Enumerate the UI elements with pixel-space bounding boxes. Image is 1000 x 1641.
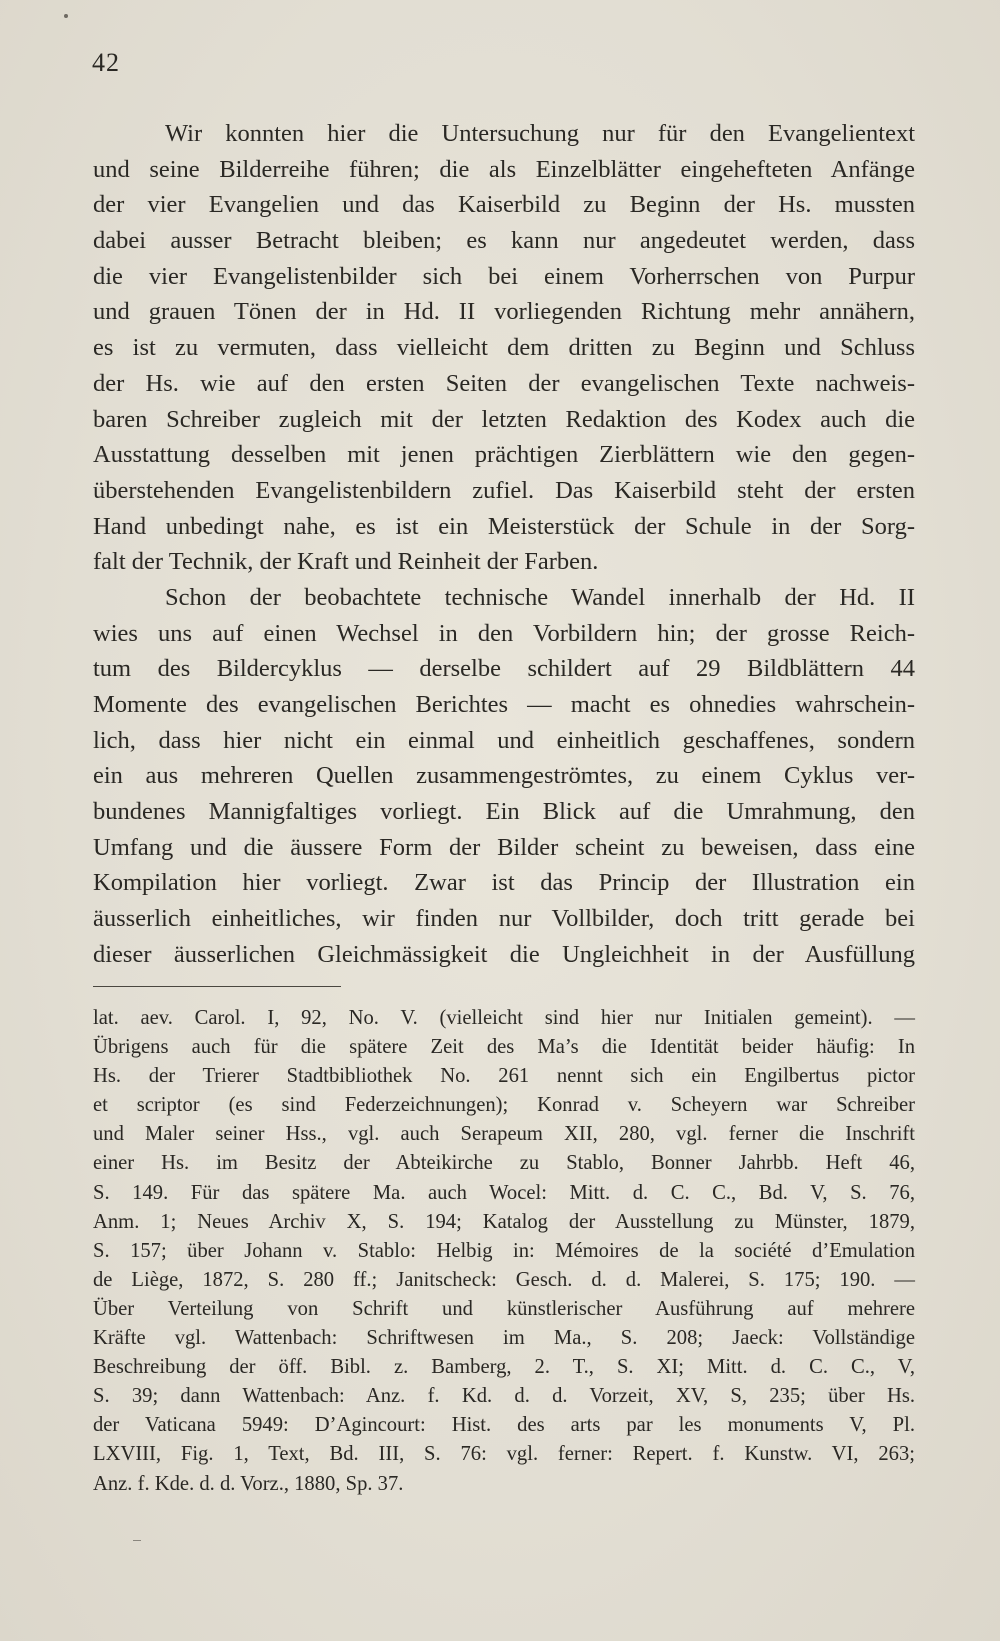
footnote-line: S. 39; dann Wattenbach: Anz. f. Kd. d. d. Vorzeit, XV, S, 235; über Hs. — [93, 1385, 915, 1408]
footnote-line: Hs. der Trierer Stadtbibliothek No. 261 nennt sich ein Engilbertus pictor — [93, 1065, 915, 1088]
footnote-line: lat. aev. Carol. I, 92, No. V. (vielleicht sind hier nur Initialen gemeint). — — [93, 1007, 915, 1029]
paper-mark — [133, 1540, 141, 1541]
body-line: falt der Technik, der Kraft und Reinheit der Farben. — [93, 548, 599, 576]
footnote-line: S. 149. Für das spätere Ma. auch Wocel: Mitt. d. C. C., Bd. V, S. 76, — [93, 1181, 915, 1204]
footnote-line: de Liège, 1872, S. 280 ff.; Janitscheck: Gesch. d. d. Malerei, S. 175; 190. — — [93, 1268, 915, 1291]
body-line: ein aus mehreren Quellen zusammengeströmtes, zu einem Cyklus ver- — [93, 762, 915, 790]
footnote-line: S. 157; über Johann v. Stablo: Helbig in: Mémoires de la société d’Emulation — [93, 1239, 915, 1262]
body-line: und seine Bilderreihe führen; die als Einzelblätter eingehefteten Anfänge — [93, 155, 915, 183]
body-line: Kompilation hier vorliegt. Zwar ist das Princip der Illustration ein — [93, 869, 915, 897]
body-line: Schon der beobachtete technische Wandel innerhalb der Hd. II — [165, 583, 915, 611]
body-line: Momente des evangelischen Berichtes — macht es ohnedies wahrschein- — [93, 691, 915, 718]
body-line: Umfang und die äussere Form der Bilder scheint zu beweisen, dass eine — [93, 833, 915, 861]
footnote-line: und Maler seiner Hss., vgl. auch Serapeum XII, 280, vgl. ferner die Inschrift — [93, 1123, 915, 1146]
body-line: überstehenden Evangelistenbildern zufiel. Das Kaiserbild steht der ersten — [93, 476, 915, 504]
footnote-line: et scriptor (es sind Federzeichnungen); Konrad v. Scheyern war Schreiber — [93, 1094, 915, 1117]
body-text — [93, 116, 915, 973]
body-line: Hand unbedingt nahe, es ist ein Meisterstück der Schule in der Sorg- — [93, 512, 915, 540]
footnote-line: Übrigens auch für die spätere Zeit des Ma’s die Identität beider häufig: In — [93, 1036, 915, 1059]
body-line: lich, dass hier nicht ein einmal und einheitlich geschaffenes, sondern — [93, 726, 915, 754]
footnotes — [93, 1004, 915, 1499]
body-line: der Hs. wie auf den ersten Seiten der evangelischen Texte nachweis- — [93, 369, 915, 397]
body-line: dieser äusserlichen Gleichmässigkeit die Ungleichheit in der Ausfüllung — [93, 940, 915, 968]
body-line: tum des Bildercyklus — derselbe schildert auf 29 Bildblättern 44 — [93, 655, 915, 683]
footnote-line: Kräfte vgl. Wattenbach: Schriftwesen im Ma., S. 208; Jaeck: Vollständige — [93, 1327, 915, 1350]
body-line: wies uns auf einen Wechsel in den Vorbildern hin; der grosse Reich- — [93, 619, 915, 647]
footnote-separator — [93, 986, 341, 987]
footnote-line: einer Hs. im Besitz der Abteikirche zu Stablo, Bonner Jahrbb. Heft 46, — [93, 1152, 915, 1175]
body-line: baren Schreiber zugleich mit der letzten Redaktion des Kodex auch die — [93, 405, 915, 433]
body-line: dabei ausser Betracht bleiben; es kann nur angedeutet werden, dass — [93, 227, 915, 255]
body-line: der vier Evangelien und das Kaiserbild zu Beginn der Hs. mussten — [93, 191, 915, 219]
body-line: die vier Evangelistenbilder sich bei einem Vorherrschen von Purpur — [93, 262, 915, 290]
paper-speck — [64, 14, 68, 18]
footnote-line: Beschreibung der öff. Bibl. z. Bamberg, 2. T., S. XI; Mitt. d. C. C., V, — [93, 1356, 915, 1379]
body-line: es ist zu vermuten, dass vielleicht dem dritten zu Beginn und Schluss — [93, 334, 915, 362]
footnote-line: der Vaticana 5949: D’Agincourt: Hist. des arts par les monuments V, Pl. — [93, 1414, 915, 1437]
body-line: und grauen Tönen der in Hd. II vorliegenden Richtung mehr annähern, — [93, 298, 915, 326]
footnote-line: LXVIII, Fig. 1, Text, Bd. III, S. 76: vgl. ferner: Repert. f. Kunstw. VI, 263; — [93, 1443, 915, 1466]
body-line: bundenes Mannigfaltiges vorliegt. Ein Blick auf die Umrahmung, den — [93, 798, 915, 826]
footnote-line: Anm. 1; Neues Archiv X, S. 194; Katalog der Ausstellung zu Münster, 1879, — [93, 1210, 915, 1233]
body-line: äusserlich einheitliches, wir finden nur Vollbilder, doch tritt gerade bei — [93, 905, 915, 933]
body-line: Ausstattung desselben mit jenen prächtigen Zierblättern wie den gegen- — [93, 441, 915, 469]
footnote-line: Über Verteilung von Schrift und künstlerischer Ausführung auf mehrere — [93, 1297, 915, 1320]
page-number: 42 — [92, 48, 120, 77]
footnote-line: Anz. f. Kde. d. d. Vorz., 1880, Sp. 37. — [93, 1472, 404, 1495]
body-line: Wir konnten hier die Untersuchung nur für den Evangelientext — [165, 120, 915, 147]
